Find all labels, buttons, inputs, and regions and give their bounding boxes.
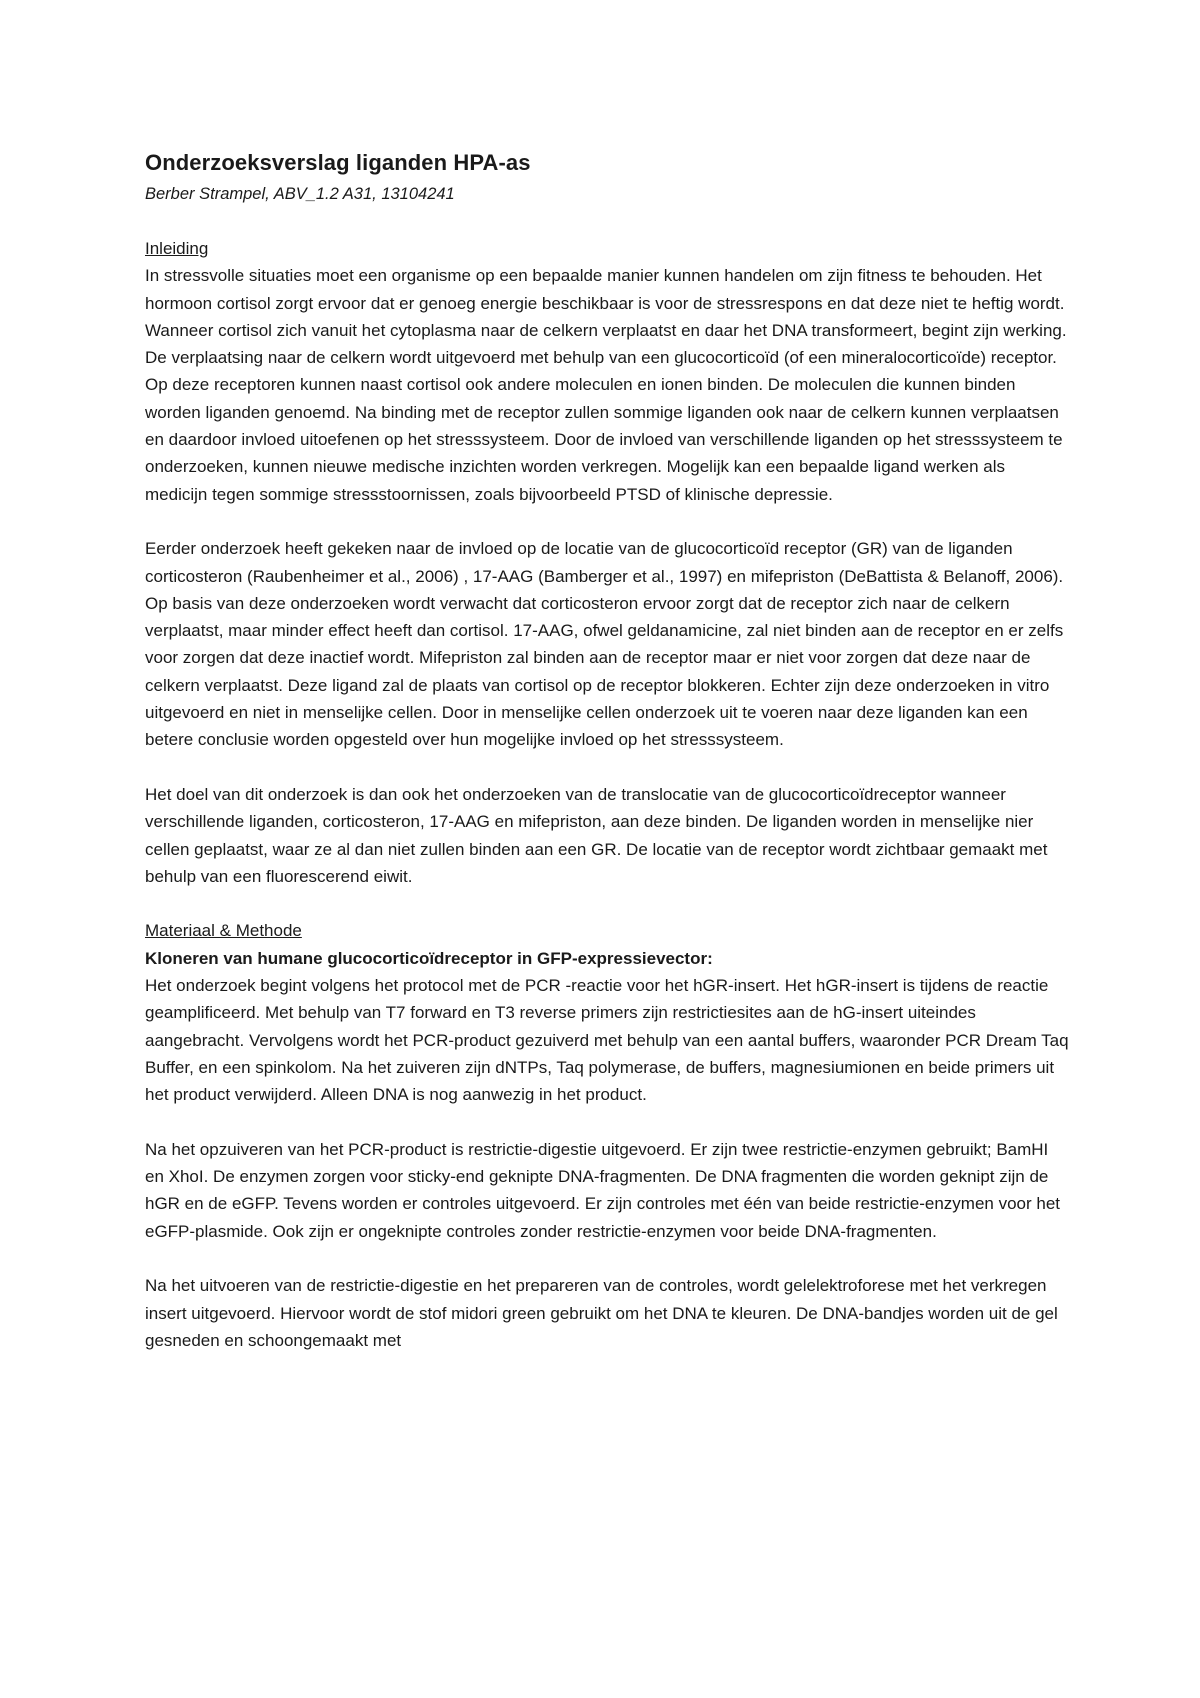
paragraph-spacer [145,754,1070,781]
paragraph-spacer [145,1109,1070,1136]
inleiding-paragraph-1: In stressvolle situaties moet een organisme op een bepaalde manier kunnen handelen om zijn fitness te behouden. Het hormoon cortisol zorgt ervoor dat er genoeg energie beschikbaar is voor de stressrespons en dat deze niet te heftig wordt. Wanneer cortisol zich vanuit het cytoplasma naar de celkern verplaatst en daar het DNA transformeert, begint zijn werking. De verplaatsing naar de celkern wordt uitgevoerd met behulp van een glucocorticoïd (of een mineralocorticoïde) receptor. Op deze receptoren kunnen naast cortisol ook andere moleculen en ionen binden. De moleculen die kunnen binden worden liganden genoemd. Na binding met de receptor zullen sommige liganden ook naar de celkern kunnen verplaatsen en daardoor invloed uitoefenen op het stresssysteem. Door de invloed van verschillende liganden op het stresssysteem te onderzoeken, kunnen nieuwe medische inzichten worden verkregen. Mogelijk kan een bepaalde ligand werken als medicijn tegen sommige stressstoornissen, zoals bijvoorbeeld PTSD of klinische depressie. [145,266,1067,504]
subheading-kloneren: Kloneren van humane glucocorticoïdreceptor in GFP-expressievector: [145,948,713,968]
inleiding-paragraph-2: Eerder onderzoek heeft gekeken naar de invloed op de locatie van de glucocorticoïd receptor (GR) van de liganden corticosteron (Raubenheimer et al., 2006) , 17-AAG (Bamberger et al., 1997) en mifepriston (DeBattista & Belanoff, 2006). Op basis van deze onderzoeken wordt verwacht dat corticosteron ervoor zorgt dat de receptor zich naar de celkern verplaatst, maar minder effect heeft dan cortisol. 17-AAG, ofwel geldanamicine, zal niet binden aan de receptor en er zelfs voor zorgen dat deze inactief wordt. Mifepriston zal binden aan de receptor maar er niet voor zorgen dat deze naar de celkern verplaatst. Deze ligand zal de plaats van cortisol op de receptor blokkeren. Echter zijn deze onderzoeken in vitro uitgevoerd en niet in menselijke cellen. Door in menselijke cellen onderzoek uit te voeren naar deze liganden kan een betere conclusie worden opgesteld over hun mogelijke invloed op het stresssysteem. [145,539,1064,750]
section-heading-inleiding: Inleiding [145,239,209,258]
methode-paragraph-1: Het onderzoek begint volgens het protocol met de PCR -reactie voor het hGR-insert. Het hGR-insert is tijdens de reactie geamplificeerd. Met behulp van T7 forward en T3 reverse primers zijn restrictiesites aan de hG-insert uiteindes aangebracht. Vervolgens wordt het PCR-product gezuiverd met behulp van een aantal buffers, waaronder PCR Dream Taq Buffer, en een spinkolom. Na het zuiveren zijn dNTPs, Taq polymerase, de buffers, magnesiumionen en beide primers uit het product verwijderd. Alleen DNA is nog aanwezig in het product. [145,976,1069,1105]
paragraph-spacer [145,1245,1070,1272]
methode-paragraph-2: Na het opzuiveren van het PCR-product is restrictie-digestie uitgevoerd. Er zijn twee restrictie-enzymen gebruikt; BamHI en XhoI. De enzymen zorgen voor sticky-end geknipte DNA-fragmenten. De DNA fragmenten die worden geknipt zijn de hGR en de eGFP. Tevens worden er controles uitgevoerd. Er zijn controles met één van beide restrictie-enzymen voor het eGFP-plasmide. Ook zijn er ongeknipte controles zonder restrictie-enzymen voor beide DNA-fragmenten. [145,1139,1061,1241]
document-page [145,148,1070,1354]
methode-paragraph-3: Na het uitvoeren van de restrictie-digestie en het prepareren van de controles, wordt gelelektroforese met het verkregen insert uitgevoerd. Hiervoor wordt de stof midori green gebruikt om het DNA te kleuren. De DNA-bandjes worden uit de gel gesneden en schoongemaakt met [145,1276,1058,1350]
document-title: Onderzoeksverslag liganden HPA-as [145,150,531,175]
paragraph-spacer [145,890,1070,917]
document-author-line: Berber Strampel, ABV_1.2 A31, 13104241 [145,185,455,203]
section-heading-methode: Materiaal & Methode [145,921,302,941]
paragraph-spacer [145,508,1070,535]
inleiding-paragraph-3: Het doel van dit onderzoek is dan ook het onderzoeken van de translocatie van de glucocorticoïdreceptor wanneer verschillende liganden, corticosteron, 17-AAG en mifepriston, aan deze binden. De liganden worden in menselijke nier cellen geplaatst, waar ze al dan niet zullen binden aan een GR. De locatie van de receptor wordt zichtbaar gemaakt met behulp van een fluorescerend eiwit. [145,784,1048,886]
